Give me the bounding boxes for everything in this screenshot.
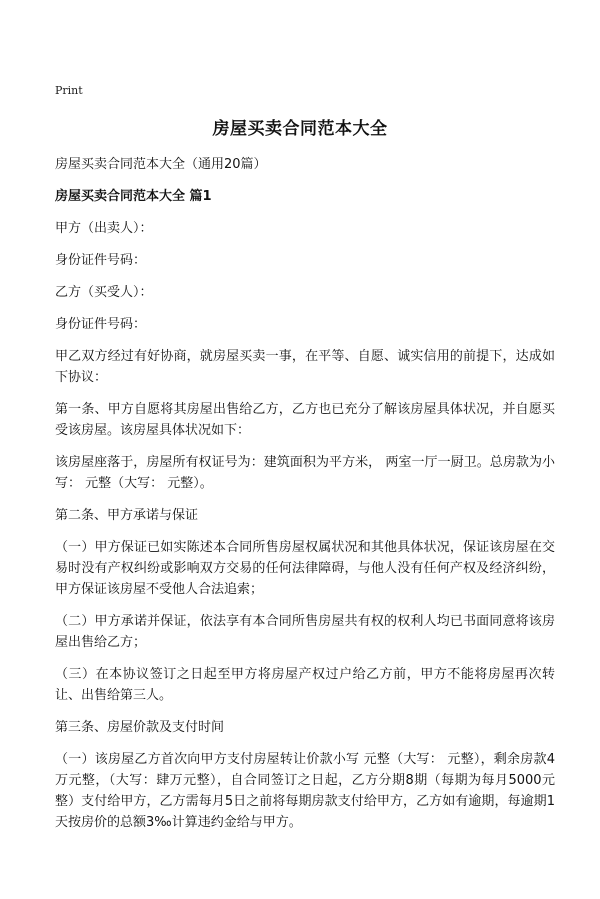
document-body: [55, 154, 555, 844]
section-heading: 房屋买卖合同范本大全 篇1: [55, 189, 212, 204]
article-2-heading: 第二条、甲方承诺与保证: [55, 508, 199, 523]
buyer-id-field: 身份证件号码：: [55, 317, 147, 332]
print-link[interactable]: Print: [55, 84, 83, 97]
article-3-heading: 第三条、房屋价款及支付时间: [55, 720, 225, 735]
article-3-clause-1: （一）该房屋乙方首次向甲方支付房屋转让价款小写 元整（大写： 元整），剩余房款4万元整，（大写：肆万元整），自合同签订之日起，乙方分期8期（每期为每月5000元整）支付给甲方，乙方需每月5日之前将每期房款支付给甲方，乙方如有逾期，每逾期1天按房价的总额3‰计算违约金给与甲方。: [55, 752, 555, 830]
property-details-paragraph: 该房屋座落于，房屋所有权证号为：建筑面积为平方米， 两室一厅一厨卫。总房款为小写： 元整（大写： 元整）。: [55, 455, 555, 491]
subtitle-paragraph: 房屋买卖合同范本大全（通用20篇）: [55, 157, 267, 172]
seller-id-field: 身份证件号码：: [55, 253, 147, 268]
article-2-clause-2: （二）甲方承诺并保证，依法享有本合同所售房屋共有权的权利人均已书面同意将该房屋出售给乙方；: [55, 614, 555, 650]
document-title: 房屋买卖合同范本大全: [212, 119, 388, 139]
agreement-paragraph: 甲乙双方经过有好协商，就房屋买卖一事，在平等、自愿、诚实信用的前提下，达成如下协议：: [55, 349, 555, 385]
article-2-clause-3: （三）在本协议签订之日起至甲方将房屋产权过户给乙方前，甲方不能将房屋再次转让、出售给第三人。: [55, 667, 555, 703]
buyer-field: 乙方（买受人）：: [55, 285, 153, 300]
seller-field: 甲方（出卖人）：: [55, 221, 153, 236]
article-2-clause-1: （一）甲方保证已如实陈述本合同所售房屋权属状况和其他具体状况，保证该房屋在交易时没有产权纠纷或影响双方交易的任何法律障碍，与他人没有任何产权及经济纠纷，甲方保证该房屋不受他人合法追索；: [55, 540, 555, 597]
article-1-paragraph: 第一条、甲方自愿将其房屋出售给乙方，乙方也已充分了解该房屋具体状况，并自愿买受该房屋。该房屋具体状况如下：: [55, 402, 555, 438]
